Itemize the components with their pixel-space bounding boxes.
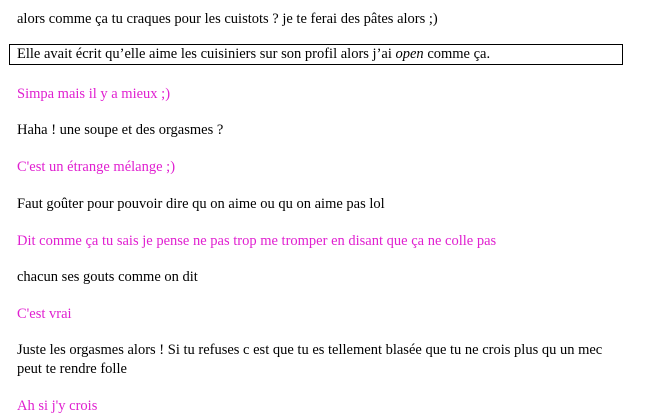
message-line: Faut goûter pour pouvoir dire qu on aime ou qu on aime pas lol [17,196,385,212]
message-line: Juste les orgasmes alors ! Si tu refuses c est que tu es tellement blasée que tu ne crois plus qu un mec peut te rendre folle [17,342,603,377]
message-line: alors comme ça tu craques pour les cuistots ? je te ferai des pâtes alors ;) [17,11,438,27]
narration-text-after: comme ça. [423,46,491,62]
message-line: C'est vrai [17,306,72,322]
message-line: Simpa mais il y a mieux ;) [17,86,171,102]
narration-text-italic: open [395,46,424,62]
narration-text-before: Elle avait écrit qu’elle aime les cuisiniers sur son profil alors j’ai [17,46,396,62]
message-line: Ah si j'y crois [17,398,98,414]
message-line: chacun ses gouts comme on dit [17,269,198,285]
message-line: C'est un étrange mélange ;) [17,159,176,175]
narration-box [9,44,623,65]
message-line: Haha ! une soupe et des orgasmes ? [17,122,224,138]
message-line: Dit comme ça tu sais je pense ne pas trop me tromper en disant que ça ne colle pas [17,233,497,249]
narration-text [17,45,627,64]
